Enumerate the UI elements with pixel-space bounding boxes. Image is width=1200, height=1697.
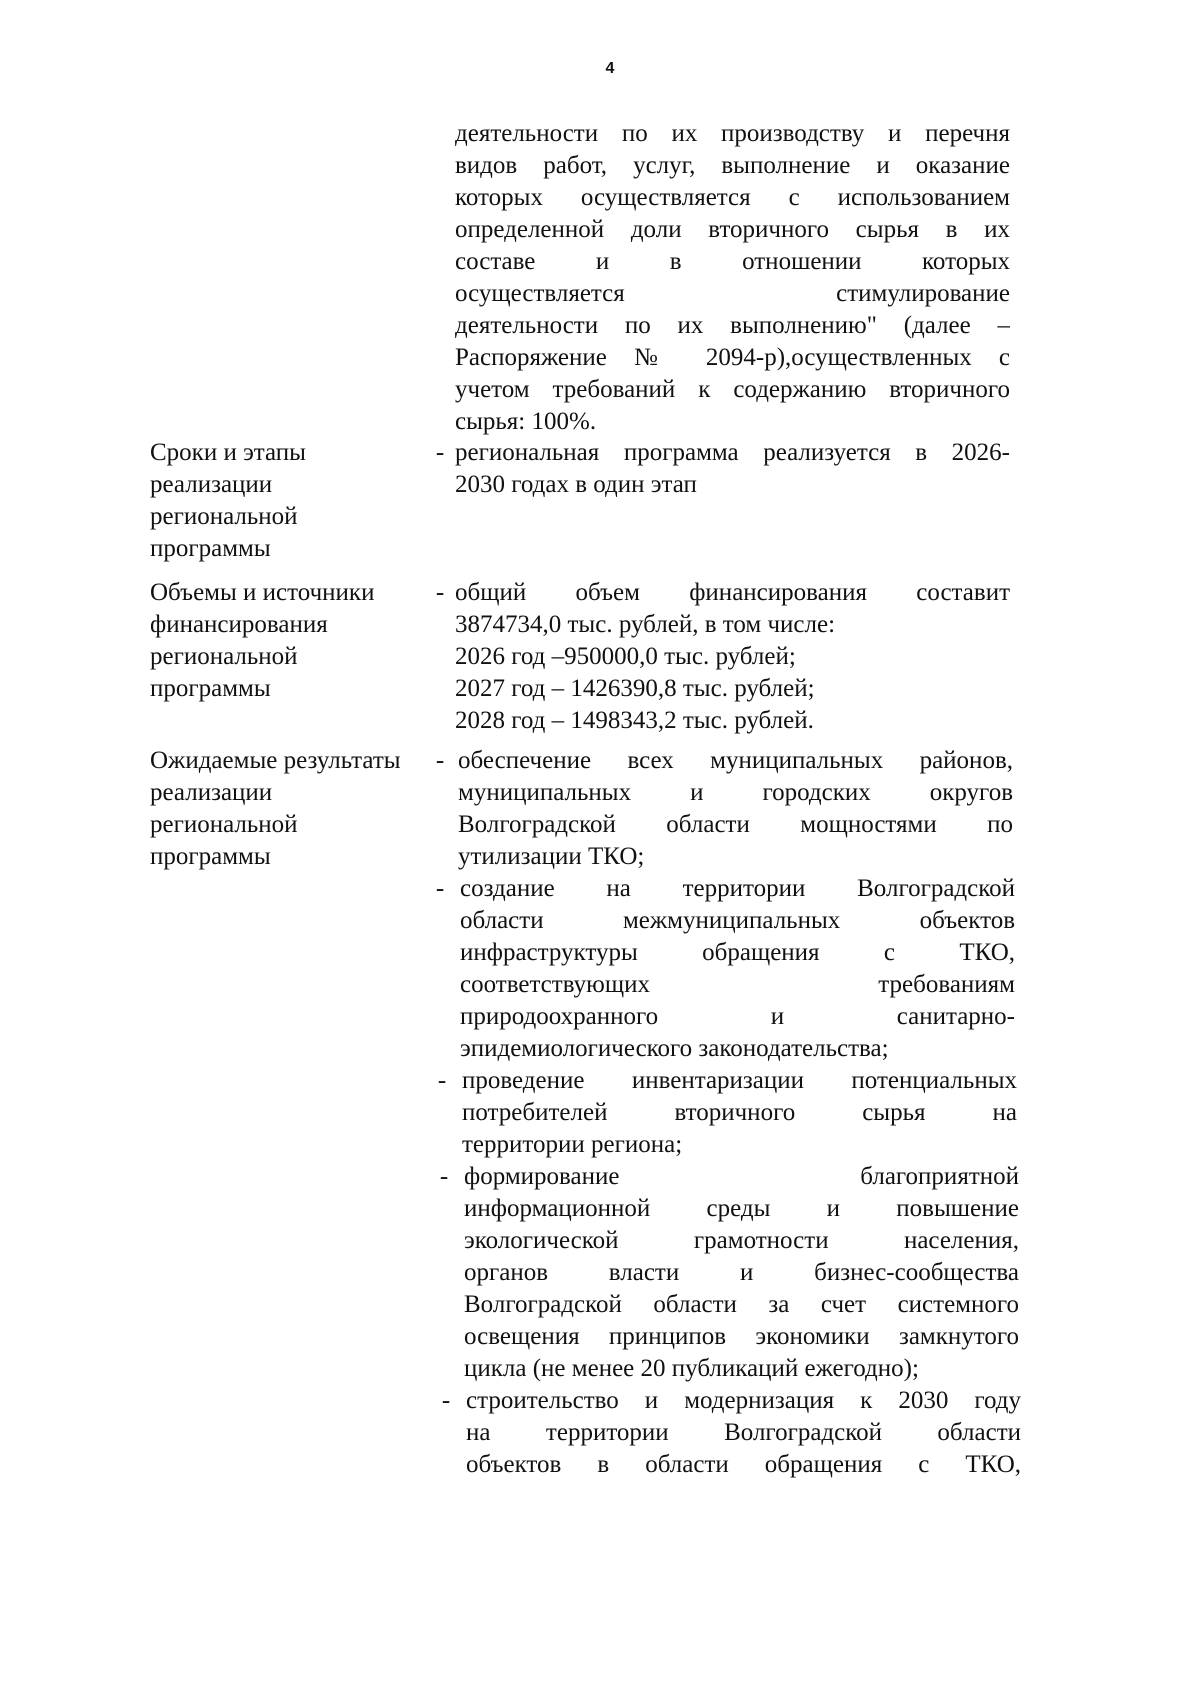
label-line: региональной: [150, 643, 298, 670]
text-line: учетом требований к содержанию вторичного: [455, 376, 1010, 403]
text-line: цикла (не менее 20 публикаций ежегодно);: [464, 1355, 919, 1382]
text-line: Волгоградской области мощностями по: [458, 811, 1013, 838]
text-line: осуществляется стимулирование: [455, 280, 1010, 307]
text-line: 2026 год –950000,0 тыс. рублей;: [455, 643, 796, 670]
section-label-financing: [150, 577, 450, 705]
label-line: региональной: [150, 503, 298, 530]
financing-text: [455, 577, 1010, 737]
list-dash: -: [435, 439, 445, 466]
result-item: [462, 1065, 1017, 1161]
list-dash: -: [435, 747, 445, 774]
text-line: 2030 годах в один этап: [455, 471, 697, 498]
label-line: реализации: [150, 779, 273, 806]
text-line: которых осуществляется с использованием: [455, 184, 1010, 211]
text-line: экологической грамотности населения,: [464, 1227, 1019, 1254]
text-line: органов власти и бизнес-сообщества: [464, 1259, 1019, 1286]
text-line: Распоряжение № 2094-р),осуществленных с: [455, 344, 1010, 371]
text-line: 2028 год – 1498343,2 тыс. рублей.: [455, 707, 814, 734]
text-line: деятельности по их выполнению" (далее –: [455, 312, 1010, 339]
text-line: информационной среды и повышение: [464, 1195, 1019, 1222]
label-line: финансирования: [150, 611, 328, 638]
text-line: 3874734,0 тыс. рублей, в том числе:: [455, 611, 836, 638]
text-line: проведение инвентаризации потенциальных: [462, 1067, 1017, 1094]
text-line: на территории Волгоградской области: [466, 1419, 1021, 1446]
text-line: определенной доли вторичного сырья в их: [455, 216, 1010, 243]
text-line: муниципальных и городских округов: [458, 779, 1013, 806]
text-line: объектов в области обращения с ТКО,: [466, 1451, 1021, 1478]
timeline-text: [455, 437, 1010, 501]
label-line: программы: [150, 843, 271, 870]
text-line: сырья: 100%.: [455, 408, 597, 435]
section-label-timeline: [150, 437, 450, 565]
result-item: [466, 1385, 1021, 1481]
text-line: строительство и модернизация к 2030 году: [466, 1387, 1021, 1414]
text-line: утилизации ТКО;: [458, 843, 645, 870]
text-line: деятельности по их производству и перечня: [455, 120, 1010, 147]
text-line: потребителей вторичного сырья на: [462, 1099, 1017, 1126]
text-line: территории региона;: [462, 1131, 683, 1158]
text-line: освещения принципов экономики замкнутого: [464, 1323, 1019, 1350]
page-number: 4: [605, 60, 615, 77]
text-line: соответствующих требованиям: [460, 971, 1015, 998]
text-line: общий объем финансирования составит: [455, 579, 1010, 606]
text-line: 2027 год – 1426390,8 тыс. рублей;: [455, 675, 815, 702]
text-line: Волгоградской области за счет системного: [464, 1291, 1019, 1318]
continuation-paragraph: [455, 118, 1010, 438]
result-item: [458, 745, 1013, 873]
text-line: инфраструктуры обращения с ТКО,: [460, 939, 1015, 966]
label-line: Ожидаемые результаты: [150, 747, 401, 774]
label-line: региональной: [150, 811, 298, 838]
text-line: обеспечение всех муниципальных районов,: [458, 747, 1013, 774]
text-line: создание на территории Волгоградской: [460, 875, 1015, 902]
list-dash: -: [441, 1387, 451, 1414]
list-dash: -: [439, 1163, 449, 1190]
label-line: реализации: [150, 471, 273, 498]
label-line: Объемы и источники: [150, 579, 375, 606]
label-line: программы: [150, 675, 271, 702]
text-line: эпидемиологического законодательства;: [460, 1035, 889, 1062]
result-item: [464, 1161, 1019, 1385]
result-item: [460, 873, 1015, 1065]
list-dash: -: [435, 875, 445, 902]
list-dash: -: [437, 1067, 447, 1094]
list-dash: -: [435, 579, 445, 606]
label-line: программы: [150, 535, 271, 562]
text-line: видов работ, услуг, выполнение и оказание: [455, 152, 1010, 179]
text-line: региональная программа реализуется в 2026-: [455, 439, 1010, 466]
text-line: области межмуниципальных объектов: [460, 907, 1015, 934]
text-line: составе и в отношении которых: [455, 248, 1010, 275]
label-line: Сроки и этапы: [150, 439, 306, 466]
text-line: формирование благоприятной: [464, 1163, 1019, 1190]
text-line: природоохранного и санитарно-: [460, 1003, 1015, 1030]
section-label-results: [150, 745, 450, 873]
